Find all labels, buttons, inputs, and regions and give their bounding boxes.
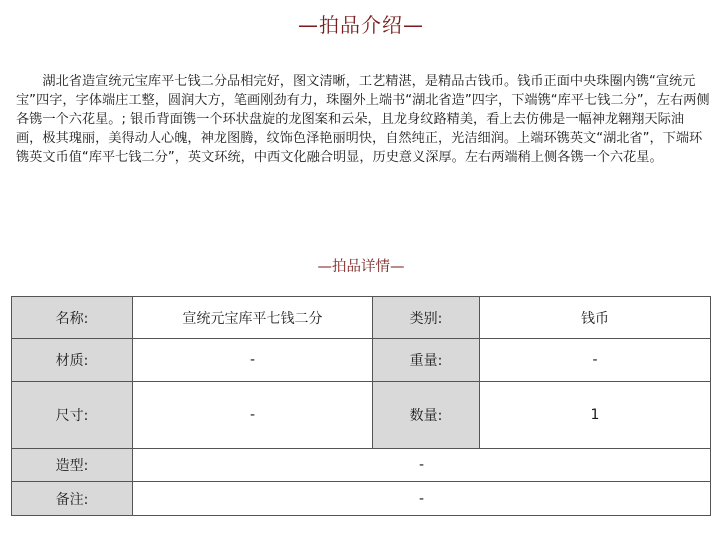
size-value: - xyxy=(133,382,373,449)
quantity-value: 1 xyxy=(480,382,711,449)
shape-label: 造型: xyxy=(12,449,133,482)
category-value: 钱币 xyxy=(480,297,711,339)
table-row xyxy=(12,482,711,516)
material-label: 材质: xyxy=(12,339,133,382)
table-row xyxy=(12,339,711,382)
table-row xyxy=(12,449,711,482)
intro-section-title: —拍品介绍— xyxy=(298,13,424,37)
table-row xyxy=(12,382,711,449)
note-value: - xyxy=(133,482,711,516)
table-row xyxy=(12,297,711,339)
name-label: 名称: xyxy=(12,297,133,339)
shape-value: - xyxy=(133,449,711,482)
details-section-title: —拍品详情— xyxy=(317,259,405,275)
weight-value: - xyxy=(480,339,711,382)
weight-label: 重量: xyxy=(373,339,480,382)
name-value: 宣统元宝库平七钱二分 xyxy=(133,297,373,339)
material-value: - xyxy=(133,339,373,382)
size-label: 尺寸: xyxy=(12,382,133,449)
details-table xyxy=(11,296,711,516)
quantity-label: 数量: xyxy=(373,382,480,449)
note-label: 备注: xyxy=(12,482,133,516)
category-label: 类别: xyxy=(373,297,480,339)
intro-paragraph: 湖北省造宣统元宝库平七钱二分品相完好，图文清晰，工艺精湛，是精品古钱币。钱币正面中央珠圈内镌“宣统元宝”四字，字体端庄工整，圆润大方，笔画刚劲有力，珠圈外上端书“湖北省造”四字，下端镌“库平七钱二分”，左右两侧各镌一个六花星。; 银币背面镌一个环状盘旋的龙图案和云朵，且龙身纹路精美，看上去仿佛是一幅神龙翱翔天际油画，极其瑰丽，美得动人心魄，神龙图腾，纹饰色泽艳丽明快，自然纯正，光洁细润。上端环镌英文“湖北省”，下端环镌英文币值“库平七钱二分”，英文环统，中西文化融合明显，历史意义深厚。左右两端稍上侧各镌一个六花星。 xyxy=(16,74,710,165)
